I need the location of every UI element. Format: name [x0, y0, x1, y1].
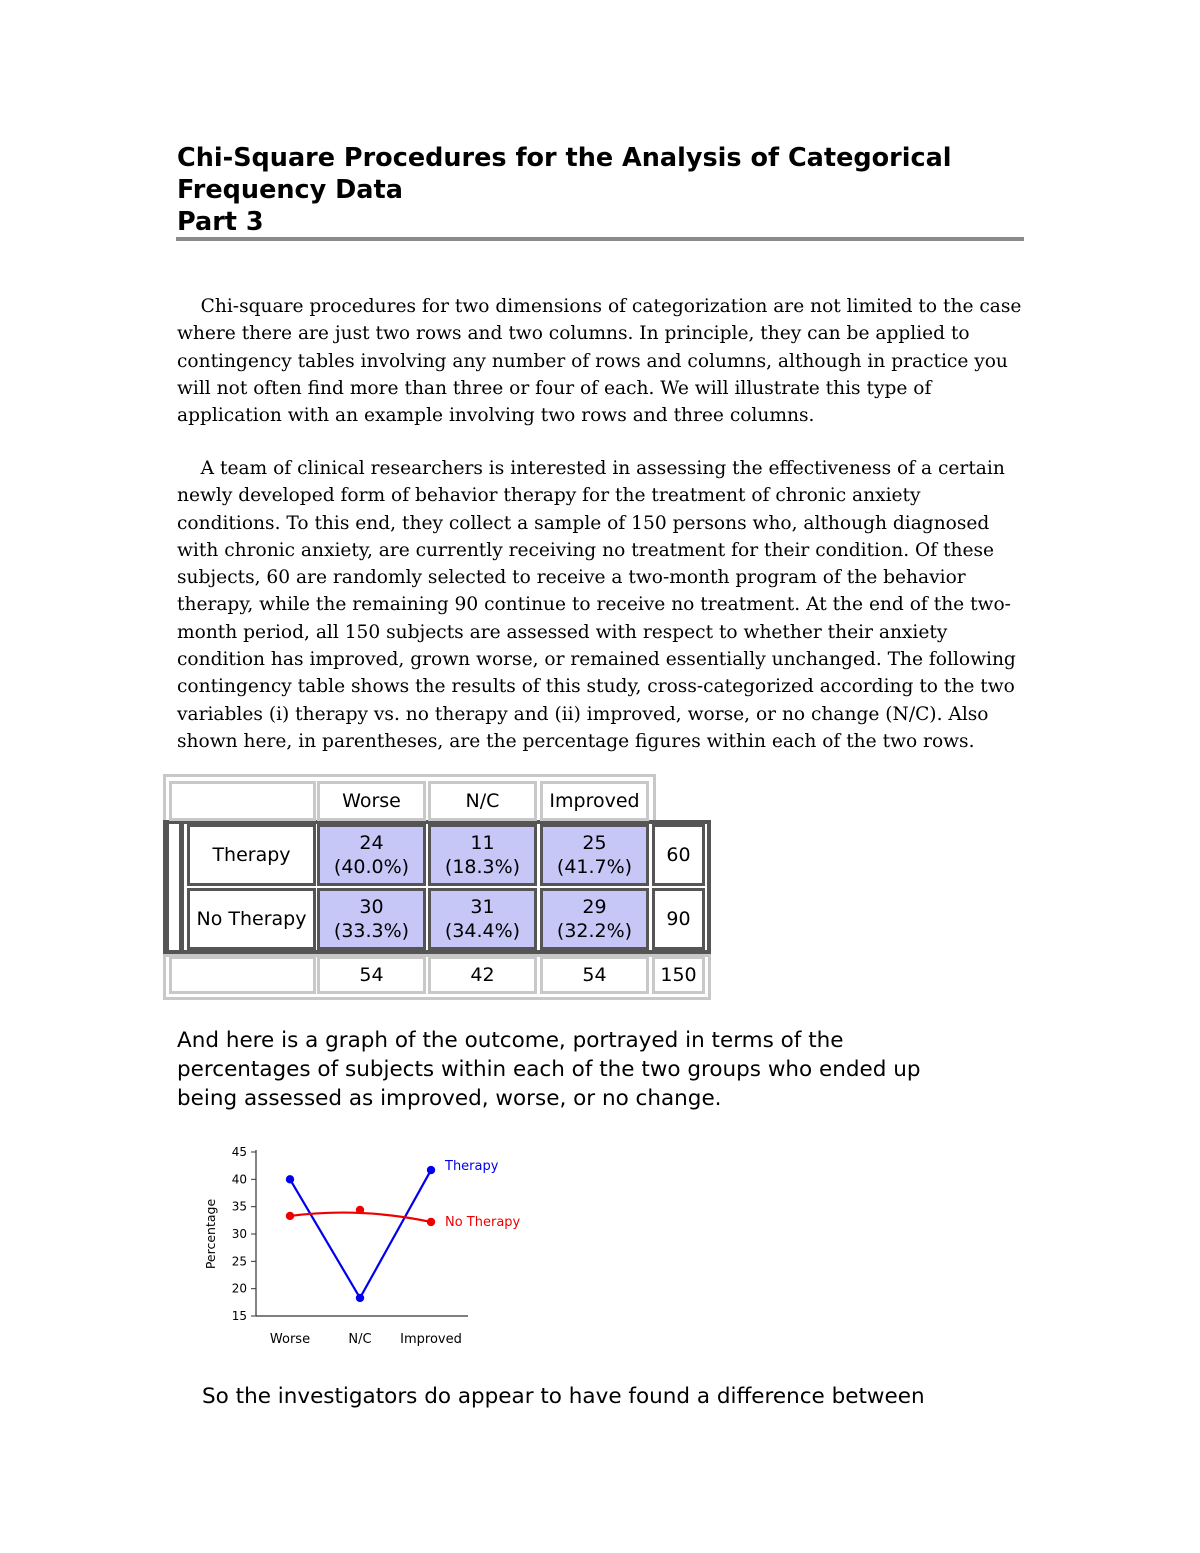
data-point: [356, 1206, 364, 1214]
header-improved: Improved: [540, 781, 649, 821]
table-cell: [317, 824, 426, 886]
totals-corner-cell: [169, 956, 316, 994]
table-cell: [428, 824, 537, 886]
text-line: And here is a graph of the outcome, portrayed in terms of the: [177, 1028, 844, 1053]
table-cell: [540, 824, 649, 886]
table-cell: [317, 888, 426, 950]
text-line: conditions. To this end, they collect a sample of 150 persons who, although diagnosed: [177, 512, 990, 534]
text-line: condition has improved, grown worse, or remained essentially unchanged. The following: [177, 649, 1016, 671]
x-tick-label: Worse: [269, 1332, 311, 1347]
x-tick-label: N/C: [348, 1332, 372, 1347]
table-cell: [540, 888, 649, 950]
intro-paragraph: [177, 293, 1027, 429]
conclusion-paragraph: So the investigators do appear to have found a difference between: [202, 1384, 925, 1409]
study-paragraph: [177, 455, 1027, 755]
cell-count: 30: [359, 896, 384, 918]
table-corner-cell: [169, 781, 316, 821]
text-line: contingency tables involving any number of rows and columns, although in practice you: [177, 350, 1008, 372]
cell-percent: (33.3%): [333, 920, 410, 942]
text-line: subjects, 60 are randomly selected to receive a two-month program of the behavior: [177, 567, 966, 589]
y-tick-label: 30: [231, 1227, 247, 1241]
y-axis-label: Percentage: [203, 1198, 218, 1270]
text-line: newly developed form of behavior therapy for the treatment of chronic anxiety: [177, 485, 921, 507]
row-total-therapy: 60: [652, 824, 705, 886]
x-tick-label: Improved: [400, 1332, 462, 1347]
row-label-no-therapy: No Therapy: [187, 888, 316, 950]
y-tick-label: 45: [231, 1145, 247, 1159]
table-cell: [428, 888, 537, 950]
cell-count: 24: [359, 832, 384, 854]
graph-intro-paragraph: [177, 1026, 1037, 1113]
page-title: [177, 142, 1037, 238]
data-point: [286, 1175, 294, 1183]
text-line: Chi-square procedures for two dimensions of categorization are not limited to the case: [177, 296, 1022, 317]
text-line: therapy, while the remaining 90 continue to receive no treatment. At the end of the two-: [177, 594, 1011, 616]
outcome-line-chart: [190, 1135, 560, 1355]
data-point: [427, 1218, 435, 1226]
text-line: month period, all 150 subjects are assessed with respect to whether their anxiety: [177, 621, 948, 643]
contingency-table: [163, 774, 711, 1000]
header-nc: N/C: [428, 781, 537, 821]
text-line: where there are just two rows and two columns. In principle, they can be applied to: [177, 323, 970, 345]
text-line: being assessed as improved, worse, or no change.: [177, 1086, 722, 1111]
column-total-worse: 54: [317, 956, 426, 994]
y-tick-label: 25: [231, 1254, 247, 1269]
text-line: shown here, in parentheses, are the percentage figures within each of the two rows.: [177, 730, 975, 752]
row-label-bar: [179, 824, 184, 950]
y-tick-label: 40: [231, 1172, 247, 1187]
series-line-therapy: [290, 1170, 431, 1298]
title-line-1: Chi-Square Procedures for the Analysis of Categorical: [177, 143, 952, 173]
header-worse: Worse: [317, 781, 426, 821]
legend-label: No Therapy: [445, 1214, 521, 1230]
text-line: contingency table shows the results of this study, cross-categorized according to the two: [177, 676, 1015, 698]
text-line: A team of clinical researchers is interested in assessing the effectiveness of a certain: [177, 458, 1005, 479]
cell-count: 25: [582, 832, 607, 854]
title-line-3: Part 3: [177, 207, 264, 237]
y-tick-label: 35: [231, 1199, 247, 1214]
text-line: application with an example involving two rows and three columns.: [177, 405, 815, 427]
data-point: [427, 1166, 435, 1174]
text-line: will not often find more than three or four of each. We will illustrate this type of: [177, 377, 932, 399]
cell-percent: (18.3%): [444, 856, 521, 878]
text-line: with chronic anxiety, are currently receiving no treatment for their condition. Of these: [177, 539, 995, 561]
legend-label: Therapy: [445, 1159, 499, 1175]
column-total-improved: 54: [540, 956, 649, 994]
grand-total: 150: [652, 956, 705, 994]
text-line: percentages of subjects within each of the two groups who ended up: [177, 1057, 921, 1082]
cell-percent: (32.2%): [556, 920, 633, 942]
text-line: variables (i) therapy vs. no therapy and (ii) improved, worse, or no change (N/C). Also: [177, 703, 989, 725]
y-tick-label: 15: [231, 1309, 247, 1323]
row-label-therapy: Therapy: [187, 824, 316, 886]
row-total-no-therapy: 90: [652, 888, 705, 950]
cell-count: 29: [582, 896, 607, 918]
data-point: [356, 1294, 364, 1302]
data-point: [286, 1212, 294, 1220]
title-divider: [176, 237, 1024, 241]
y-tick-label: 20: [231, 1281, 247, 1296]
cell-count: 11: [470, 832, 495, 854]
cell-percent: (41.7%): [556, 856, 633, 878]
cell-percent: (40.0%): [333, 856, 410, 878]
title-line-2: Frequency Data: [177, 175, 403, 205]
cell-count: 31: [470, 896, 495, 918]
column-total-nc: 42: [428, 956, 537, 994]
cell-percent: (34.4%): [444, 920, 521, 942]
